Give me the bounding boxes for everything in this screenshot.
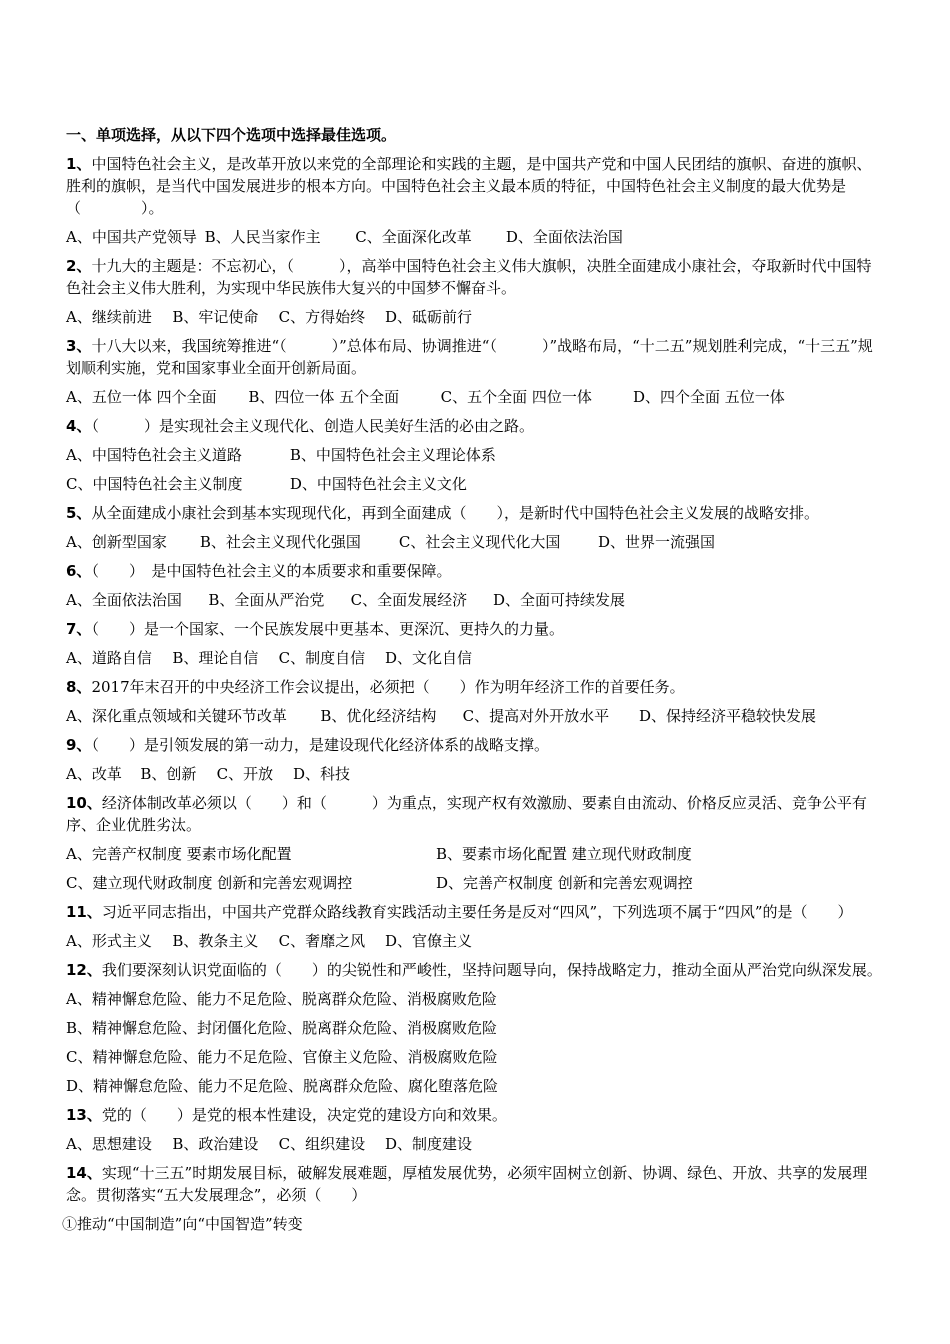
options-row xyxy=(66,843,886,865)
question-14 xyxy=(66,1162,886,1206)
options-row xyxy=(66,705,886,727)
question-2 xyxy=(66,255,886,299)
options-row xyxy=(66,930,886,952)
option-c: C、全面发展经济 xyxy=(350,591,468,609)
question-number: 4、 xyxy=(66,417,92,435)
question-12 xyxy=(66,959,886,981)
option-d: D、保持经济平稳较快发展 xyxy=(638,707,816,725)
option-b: B、四位一体 五个全面 xyxy=(248,388,400,406)
options-row xyxy=(66,473,886,495)
option-d: D、完善产权制度 创新和完善宏观调控 xyxy=(436,874,693,892)
option-d: D、中国特色社会主义文化 xyxy=(289,475,467,493)
option-b: B、优化经济结构 xyxy=(320,707,437,725)
question-13 xyxy=(66,1104,886,1126)
option-b: B、教条主义 xyxy=(172,932,259,950)
question-text: 十九大的主题是：不忘初心，（ ），高举中国特色社会主义伟大旗帜，决胜全面建成小康社会，夺取新时代中国特色社会主义伟大胜利，为实现中华民族伟大复兴的中国梦不懈奋斗。 xyxy=(66,257,872,297)
option-d: D、官僚主义 xyxy=(384,932,472,950)
question-number: 2、 xyxy=(66,257,92,275)
question-5 xyxy=(66,502,886,524)
question-number: 3、 xyxy=(66,337,92,355)
question-number: 5、 xyxy=(66,504,92,522)
question-text: 实现“十三五”时期发展目标，破解发展难题，厚植发展优势，必须牢固树立创新、协调、绿色、开放、共享的发展理念。贯彻落实“五大发展理念”，必须（ ） xyxy=(66,1164,868,1204)
option-b: B、全面从严治党 xyxy=(208,591,325,609)
option-b: B、理论自信 xyxy=(172,649,259,667)
option-c: C、精神懈怠危险、能力不足危险、官僚主义危险、消极腐败危险 xyxy=(66,1048,498,1066)
option-a: A、思想建设 xyxy=(66,1135,152,1153)
option-b: B、政治建设 xyxy=(172,1135,259,1153)
question-number: 10、 xyxy=(66,794,102,812)
option-b: B、要素市场化配置 建立现代财政制度 xyxy=(436,845,692,863)
option-a: A、继续前进 xyxy=(66,308,152,326)
question-text: 中国特色社会主义，是改革开放以来党的全部理论和实践的主题，是中国共产党和中国人民团结的旗帜、奋进的旗帜、胜利的旗帜，是当代中国发展进步的根本方向。中国特色社会主义最本质的特征，中国特色社会主义制度的最大优势是 （ ）。 xyxy=(66,155,872,217)
options-row xyxy=(66,226,886,248)
question-number: 1、 xyxy=(66,155,92,173)
question-text: 十八大以来，我国统筹推进“（ ）”总体布局、协调推进“（ ）”战略布局，“十二五”规划胜利完成，“十三五”规划顺利实施，党和国家事业全面开创新局面。 xyxy=(66,337,873,377)
option-c: C、五个全面 四位一体 xyxy=(440,388,592,406)
option-c: C、开放 xyxy=(216,765,274,783)
option-c: C、制度自信 xyxy=(278,649,366,667)
option-b: B、创新 xyxy=(140,765,197,783)
option-b: B、牢记使命 xyxy=(172,308,259,326)
option-d: D、全面可持续发展 xyxy=(492,591,625,609)
option-c: C、奢靡之风 xyxy=(278,932,366,950)
question-9 xyxy=(66,734,886,756)
option-b: B、中国特色社会主义理论体系 xyxy=(289,446,496,464)
option-c: C、建立现代财政制度 创新和完善宏观调控 xyxy=(66,874,353,892)
question-text: 从全面建成小康社会到基本实现现代化，再到全面建成（ ），是新时代中国特色社会主义发展的战略安排。 xyxy=(91,504,819,522)
question-8 xyxy=(66,676,886,698)
option-d: D、精神懈怠危险、能力不足危险、脱离群众危险、腐化堕落危险 xyxy=(66,1077,499,1095)
option-c: C、提高对外开放水平 xyxy=(462,707,610,725)
option-c: C、方得始终 xyxy=(278,308,366,326)
option-d: D、砥砺前行 xyxy=(384,308,472,326)
option-a: A、道路自信 xyxy=(66,649,152,667)
options-row xyxy=(66,1133,886,1155)
question-text: 经济体制改革必须以（ ）和（ ）为重点，实现产权有效激励、要素自由流动、价格反应灵活、竞争公平有序、企业优胜劣汰。 xyxy=(66,794,867,834)
option-b: B、人民当家作主 xyxy=(204,228,321,246)
section-title: 一、单项选择，从以下四个选项中选择最佳选项。 xyxy=(66,126,397,144)
question-text: （ ）是实现社会主义现代化、创造人民美好生活的必由之路。 xyxy=(91,417,534,435)
question-text: （ ）是引领发展的第一动力，是建设现代化经济体系的战略支撑。 xyxy=(91,736,549,754)
options-row xyxy=(66,531,886,553)
question-text: 我们要深刻认识党面临的（ ）的尖锐性和严峻性，坚持问题导向，保持战略定力，推动全面从严治党向纵深发展。 xyxy=(101,961,882,979)
options-row xyxy=(66,386,886,408)
options-row xyxy=(66,647,886,669)
option-d: D、制度建设 xyxy=(384,1135,472,1153)
option-c: C、组织建设 xyxy=(278,1135,366,1153)
question-number: 7、 xyxy=(66,620,92,638)
option-a: A、深化重点领域和关键环节改革 xyxy=(66,707,287,725)
option-a: A、形式主义 xyxy=(66,932,152,950)
options-row xyxy=(66,872,886,894)
option-a: A、中国特色社会主义道路 xyxy=(66,446,242,464)
question-10 xyxy=(66,792,886,836)
option-a: A、中国共产党领导 xyxy=(66,228,197,246)
question-text: （ ）是一个国家、一个民族发展中更基本、更深沉、更持久的力量。 xyxy=(91,620,564,638)
option-d: D、四个全面 五位一体 xyxy=(632,388,785,406)
question-number: 14、 xyxy=(66,1164,102,1182)
question-3 xyxy=(66,335,886,379)
question-text: 党的（ ）是党的根本性建设，决定党的建设方向和效果。 xyxy=(101,1106,507,1124)
option-b: B、精神懈怠危险、封闭僵化危险、脱离群众危险、消极腐败危险 xyxy=(66,1019,498,1037)
option-b: B、社会主义现代化强国 xyxy=(199,533,361,551)
option-d: D、科技 xyxy=(292,765,350,783)
question-number: 12、 xyxy=(66,961,102,979)
option-a: A、全面依法治国 xyxy=(66,591,182,609)
option-a: A、精神懈怠危险、能力不足危险、脱离群众危险、消极腐败危险 xyxy=(66,990,497,1008)
question-6 xyxy=(66,560,886,582)
option-a: A、改革 xyxy=(66,765,122,783)
statement-1: ①推动“中国制造”向“中国智造”转变 xyxy=(62,1215,303,1233)
question-11 xyxy=(66,901,886,923)
exam-page xyxy=(62,124,886,1242)
options-row xyxy=(66,306,886,328)
option-c: C、中国特色社会主义制度 xyxy=(66,475,243,493)
options-row xyxy=(66,589,886,611)
question-number: 13、 xyxy=(66,1106,102,1124)
question-text: 2017年末召开的中央经济工作会议提出，必须把（ ）作为明年经济工作的首要任务。 xyxy=(91,678,685,696)
question-4 xyxy=(66,415,886,437)
question-7 xyxy=(66,618,886,640)
option-d: D、文化自信 xyxy=(384,649,472,667)
option-c: C、社会主义现代化大国 xyxy=(398,533,561,551)
question-text: （ ） 是中国特色社会主义的本质要求和重要保障。 xyxy=(91,562,452,580)
question-number: 8、 xyxy=(66,678,92,696)
options-row xyxy=(66,763,886,785)
options-row xyxy=(66,444,886,466)
option-c: C、全面深化改革 xyxy=(355,228,472,246)
option-d: D、全面依法治国 xyxy=(505,228,623,246)
option-a: A、完善产权制度 要素市场化配置 xyxy=(66,845,292,863)
question-number: 11、 xyxy=(66,903,102,921)
question-number: 6、 xyxy=(66,562,92,580)
question-number: 9、 xyxy=(66,736,92,754)
option-a: A、创新型国家 xyxy=(66,533,167,551)
question-text: 习近平同志指出，中国共产党群众路线教育实践活动主要任务是反对“四风”，下列选项不属于“四风”的是（ ） xyxy=(101,903,853,921)
question-1 xyxy=(66,153,886,219)
option-d: D、世界一流强国 xyxy=(598,533,716,551)
option-a: A、五位一体 四个全面 xyxy=(66,388,217,406)
